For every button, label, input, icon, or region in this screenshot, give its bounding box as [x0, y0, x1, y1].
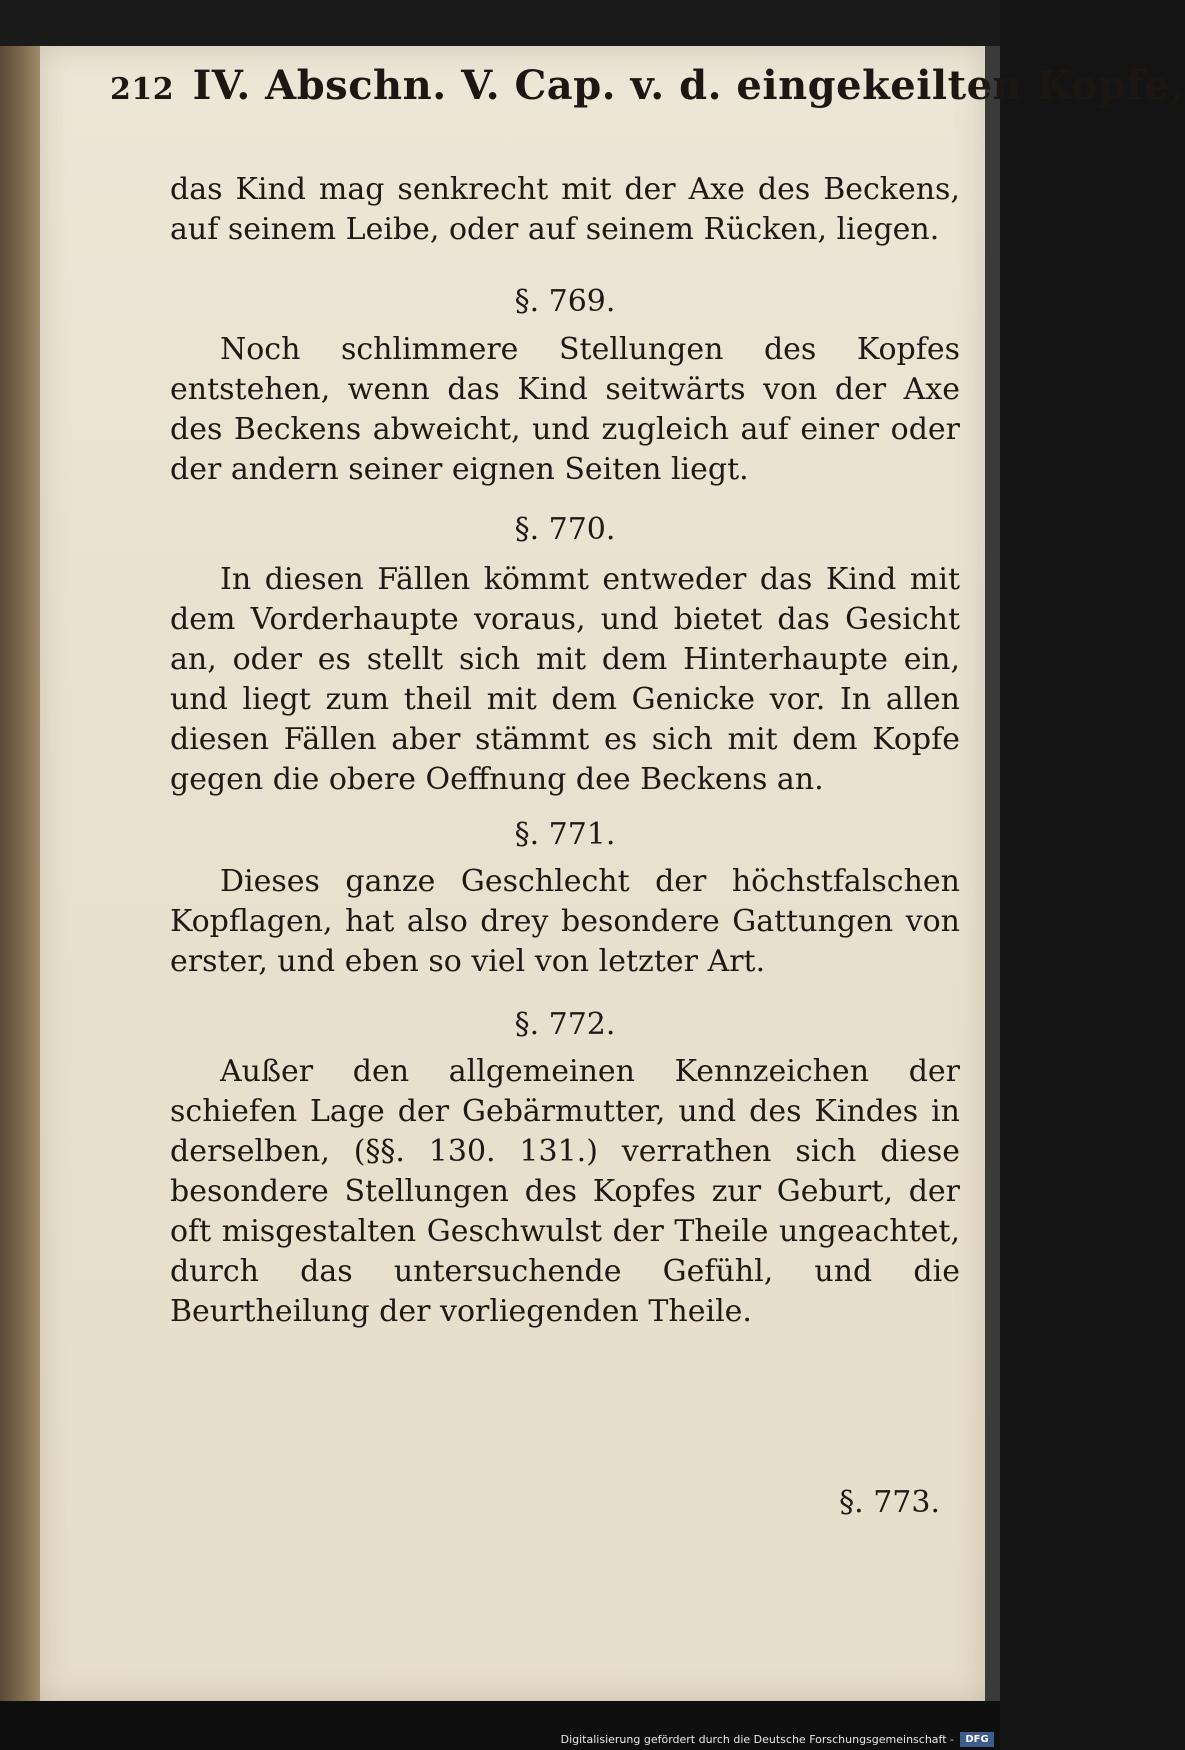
page-number: 212: [110, 72, 175, 107]
section-text: In diesen Fällen kömmt entweder das Kind mit dem Vorderhaupte voraus, und bietet das Gesicht an, oder es stellt sich mit dem Hinterhaupte ein, und liegt zum theil mit dem Genicke vor. In allen diesen Fällen aber stämmt es sich mit dem Kopfe gegen die obere Oeffnung dee Beckens an.: [170, 562, 960, 797]
section-number: §. 771.: [514, 817, 616, 852]
section-number: §. 769.: [514, 284, 616, 319]
viewer-footer-bar: [0, 1701, 1000, 1750]
section-text: Außer den allgemeinen Kennzeichen der schiefen Lage der Gebärmutter, und des Kindes in derselben, (§§. 130. 131.) verrathen sich diese besondere Stellungen des Kopfes zur Geburt, der oft misgestalten Geschwulst der Theile ungeachtet, durch das untersuchende Gefühl, und die Beurtheilung der vorliegenden Theile.: [170, 1054, 960, 1329]
scan-border-top: [0, 0, 1000, 46]
section-number: §. 770.: [514, 512, 616, 547]
dfg-logo-badge: DFG: [960, 1732, 994, 1747]
running-head-title: IV. Abschn. V. Cap. v. d. eingekeilten Kopfe,: [192, 62, 1185, 109]
running-head: [110, 62, 1185, 109]
intro-paragraph: das Kind mag senkrecht mit der Axe des Beckens, auf seinem Leibe, oder auf seinem Rücken, liegen.: [170, 172, 960, 247]
scan-border-right: [985, 46, 1000, 1701]
section-text: Noch schlimmere Stellungen des Kopfes entstehen, wenn das Kind seitwärts von der Axe des Beckens abweicht, und zugleich auf einer oder der andern seiner eignen Seiten liegt.: [170, 332, 960, 487]
section-number: §. 772.: [514, 1007, 616, 1042]
funding-note: Digitalisierung gefördert durch die Deutsche Forschungsgemeinschaft -: [560, 1733, 954, 1746]
book-spine-edge: [0, 46, 40, 1701]
section-text: Dieses ganze Geschlecht der höchstfalschen Kopflagen, hat also drey besondere Gattungen von erster, und eben so viel von letzter Art.: [170, 864, 960, 979]
catchword: §. 773.: [839, 1485, 940, 1520]
